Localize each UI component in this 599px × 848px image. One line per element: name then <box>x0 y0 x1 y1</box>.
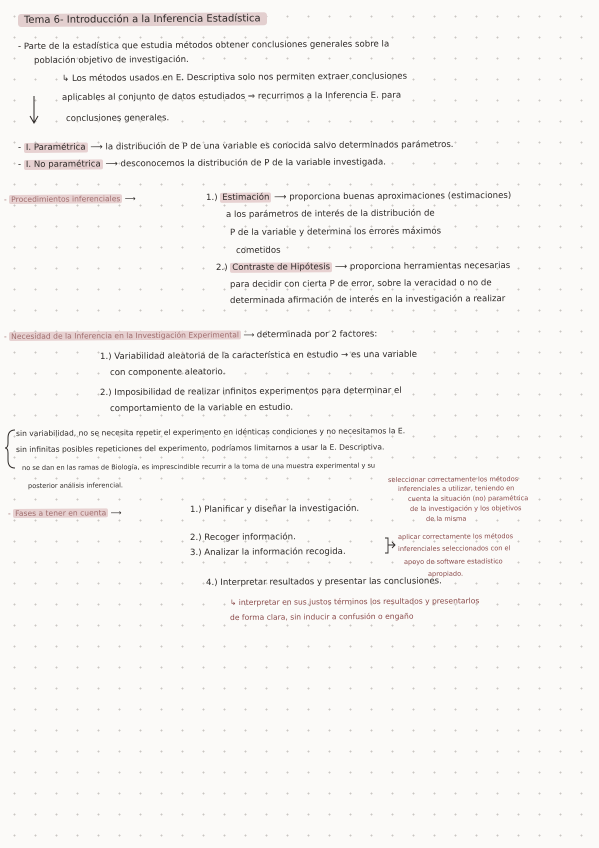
steps-label-line: - Fases a tener en cuenta ⟶ <box>7 508 122 518</box>
intro-line-1: - Parte de la estadística que estudia métodos obtener conclusiones generales sobre la <box>17 39 390 52</box>
intro-line-2: población objetivo de investigación. <box>33 54 189 66</box>
hypothesis-line-3: determinada afirmación de interés en la investigación a realizar <box>229 294 506 306</box>
factor-1-line-1: 1.) Variabilidad aleatoria de la característica en estudio → es una variable <box>99 349 418 362</box>
estimation-line-3: P de la variable y determina los errores máximos <box>229 226 442 238</box>
nonparametric-line: - I. No paramétrica ⟶ desconocemos la distribución de P de la variable investigada. <box>17 157 387 170</box>
step-1: 1.) Planificar y diseñar la investigación. <box>189 503 360 515</box>
step-4-sub-2: de forma clara, sin inducir a confusión o engaño <box>229 611 414 622</box>
parametric-line: - I. Paramétrica ⟶ la distribución de P de una variable es conocida salvo determinados parámetros. <box>17 139 454 153</box>
note-line-3: no se dan en las ramas de Biología, es imprescindible recurrir a la toma de una muestra experimental y su <box>21 461 376 472</box>
hypothesis-line-1: 2.) Contraste de Hipótesis ⟶ proporciona herramientas necesarias <box>215 260 511 273</box>
factor-2-line-1: 2.) Imposibilidad de realizar infinitos experimentos para determinar el <box>99 385 402 398</box>
factor-2-line-2: comportamiento de la variable en estudio. <box>109 402 294 414</box>
step-3-note-3: apoyo de software estadístico <box>403 557 503 566</box>
step-1-note-5: de la misma <box>425 514 467 523</box>
estimation-line-2: a los parámetros de interés de la distribución de <box>225 208 435 220</box>
intro-sub-line-3: conclusiones generales. <box>65 113 170 124</box>
note-line-4: posterior análisis inferencial. <box>27 481 124 490</box>
step-3-note-2: inferenciales seleccionados con el <box>397 544 511 553</box>
necessity-line: - Necesidad de la Inferencia en la Investigación Experimental ⟶ determinada por 2 factores: <box>3 329 378 341</box>
estimation-line-1: 1.) Estimación ⟶ proporciona buenas aproximaciones (estimaciones) <box>205 190 512 203</box>
step-3: 3.) Analizar la información recogida. <box>189 546 346 558</box>
note-line-2: sin infinitas posibles repeticiones del experimento, podríamos limitarnos a usar la E. Descriptiva. <box>15 442 385 454</box>
step-1-note-3: cuenta la situación (no) paramétrica <box>407 494 529 503</box>
step-3-note-4: apropiado. <box>427 569 464 578</box>
procedures-label: Procedimientos inferenciales <box>11 194 121 204</box>
nonparametric-text: desconocemos la distribución de P de la variable investigada. <box>120 157 387 170</box>
intro-sub-line-2: aplicables al conjunto de datos estudiados ⇒ recurrimos a la Inferencia E. para <box>61 90 402 103</box>
note-line-1: sin variabilidad, no se necesita repetir el experimento en idénticas condiciones y no necesitamos la E. <box>15 426 406 438</box>
factor-1-line-2: con componente aleatorio. <box>109 367 226 378</box>
bracket-arrow-icon <box>383 536 397 556</box>
hypothesis-title: Contraste de Hipótesis <box>232 262 331 273</box>
step-1-note-4: de la investigación y los objetivos <box>409 504 522 513</box>
hypothesis-line-2: para decidir con cierta P de error, sobre la veracidad o no de <box>229 278 492 290</box>
step-4: 4.) Interpretar resultados y presentar las conclusiones. <box>205 576 442 588</box>
intro-sub-line-1: ↳ Los métodos usados en E. Descriptiva solo nos permiten extraer conclusiones <box>61 71 408 84</box>
page-title: Tema 6- Introducción a la Inferencia Estadística <box>18 12 267 27</box>
parametric-text: la distribución de P de una variable es conocida salvo determinados parámetros. <box>105 139 454 153</box>
step-4-sub-1: ↳ interpretar en sus justos términos los resultados y presentarlos <box>229 596 480 607</box>
step-2: 2.) Recoger información. <box>189 532 296 543</box>
down-arrow-icon <box>28 94 42 128</box>
step-1-note-2: inferenciales a utilizar, teniendo en <box>397 484 515 493</box>
step-1-note-1: seleccionar correctamente los métodos <box>387 475 519 484</box>
necessity-label: Necesidad de la Inferencia en la Investigación Experimental <box>11 330 240 341</box>
nonparametric-label: I. No paramétrica <box>25 159 101 170</box>
parametric-label: I. Paramétrica <box>25 142 86 153</box>
necessity-determined: determinada por 2 factores: <box>256 329 378 341</box>
estimation-title: Estimación <box>222 192 270 203</box>
procedures-label-line: - Procedimientos inferenciales ⟶ <box>3 194 136 204</box>
estimation-line-4: cometidos <box>235 245 281 256</box>
step-3-note-1: aplicar correctamente los métodos <box>397 532 514 541</box>
steps-label: Fases a tener en cuenta <box>15 508 107 518</box>
